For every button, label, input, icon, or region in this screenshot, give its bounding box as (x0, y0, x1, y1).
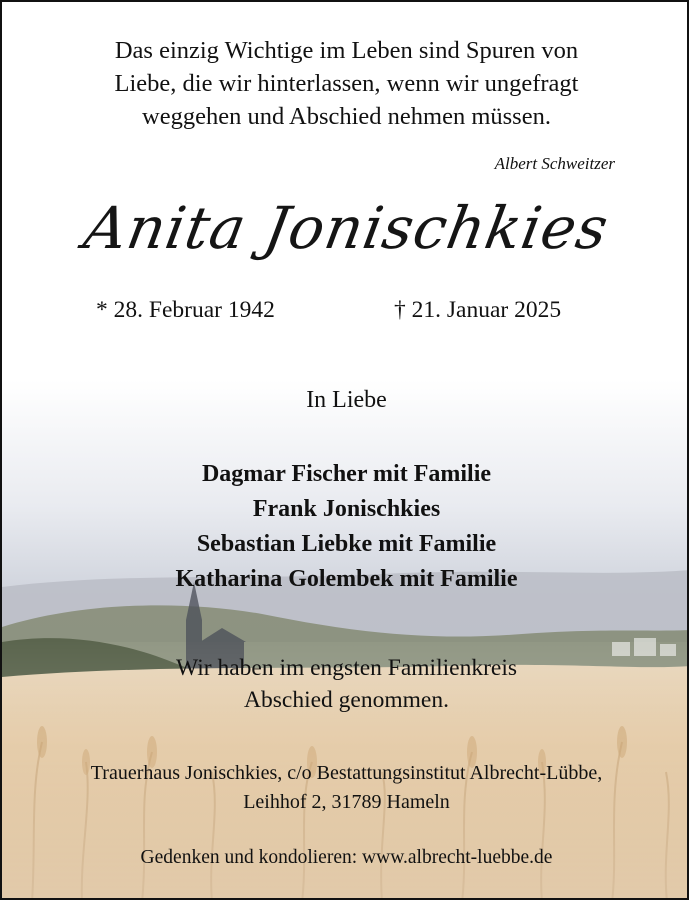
quote-line: weggehen und Abschied nehmen müssen. (142, 103, 551, 130)
quote-line: Liebe, die wir hinterlassen, wenn wir ungefragt (114, 70, 579, 97)
family-list (2, 457, 689, 597)
quote-line: Das einzig Wichtige im Leben sind Spuren von (114, 37, 579, 64)
condolence-link[interactable]: Gedenken und kondolieren: www.albrecht-luebbe.de (140, 847, 553, 868)
farewell-line: Wir haben im engsten Familienkreis (175, 655, 518, 681)
family-member: Katharina Golembek mit Familie (175, 566, 518, 592)
quote-author: Albert Schweitzer (494, 154, 615, 173)
death-date: † 21. Januar 2025 (394, 297, 562, 323)
mourning-address (2, 759, 689, 817)
address-line: Leihhof 2, 31789 Hameln (243, 791, 450, 813)
birth-date: * 28. Februar 1942 (96, 297, 275, 323)
family-member: Sebastian Liebke mit Familie (196, 531, 497, 557)
address-line: Trauerhaus Jonischkies, c/o Bestattungsinstitut Albrecht-Lübbe, (90, 762, 603, 784)
quote (2, 34, 689, 133)
farewell-line: Abschied genommen. (244, 687, 449, 713)
in-love-heading: In Liebe (306, 387, 387, 413)
farewell-note (2, 652, 689, 716)
deceased-name: Anita Jonischkies (79, 194, 614, 262)
family-member: Dagmar Fischer mit Familie (201, 461, 492, 487)
family-member: Frank Jonischkies (252, 496, 441, 522)
